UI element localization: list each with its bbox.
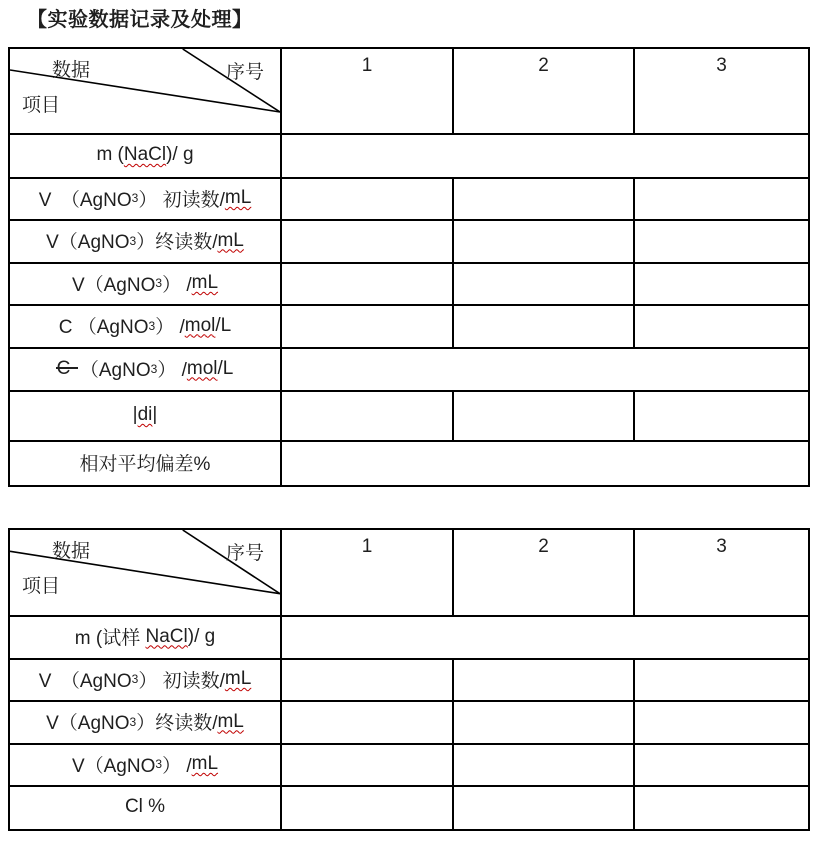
data-cell[interactable] bbox=[635, 787, 808, 829]
row-label bbox=[10, 221, 282, 262]
subscript: 3 bbox=[155, 276, 163, 290]
data-cell[interactable] bbox=[282, 617, 808, 658]
spellcheck-underlined-text: mL bbox=[224, 668, 252, 689]
spellcheck-underlined-text: mL bbox=[191, 272, 219, 293]
row-label bbox=[10, 660, 282, 700]
data-cell[interactable] bbox=[282, 264, 454, 304]
label-text: | bbox=[132, 404, 138, 425]
page-title: 【实验数据记录及处理】 bbox=[27, 9, 253, 31]
data-cell[interactable] bbox=[454, 306, 635, 347]
label-text: ）终读数/ bbox=[136, 713, 218, 734]
label-text: V （AgNO bbox=[38, 670, 132, 692]
label-text: V （AgNO bbox=[38, 189, 132, 211]
label-text: ） / bbox=[155, 317, 185, 338]
data-cell[interactable] bbox=[454, 702, 635, 743]
spellcheck-underlined-text: mL bbox=[217, 710, 244, 732]
data-cell[interactable] bbox=[282, 787, 454, 829]
data-cell[interactable] bbox=[282, 745, 454, 785]
label-text: ）终读数/ bbox=[136, 232, 218, 253]
row-label bbox=[10, 442, 282, 485]
data-cell[interactable] bbox=[282, 135, 808, 177]
row-label bbox=[10, 702, 282, 743]
data-cell[interactable] bbox=[635, 392, 808, 440]
label-text: /L bbox=[217, 357, 234, 379]
row-label bbox=[10, 264, 282, 304]
table-row bbox=[10, 219, 808, 262]
corner-label-data: 数据 bbox=[52, 60, 91, 81]
label-text: V（AgNO bbox=[71, 755, 156, 777]
table-row bbox=[10, 615, 808, 658]
data-cell[interactable] bbox=[635, 745, 808, 785]
data-cell[interactable] bbox=[454, 221, 635, 262]
data-cell[interactable] bbox=[454, 745, 635, 785]
column-header-3: 3 bbox=[716, 55, 727, 76]
label-text: )/ g bbox=[187, 625, 216, 647]
header-row bbox=[10, 49, 808, 133]
data-cell[interactable] bbox=[282, 702, 454, 743]
column-header-2: 2 bbox=[454, 49, 635, 133]
spellcheck-underlined-text: NaCl bbox=[123, 144, 167, 165]
data-cell[interactable] bbox=[282, 442, 808, 485]
subscript: 3 bbox=[150, 361, 158, 376]
data-cell[interactable] bbox=[282, 179, 454, 219]
spellcheck-underlined-text: NaCl bbox=[145, 625, 188, 647]
subscript: 3 bbox=[131, 191, 139, 205]
corner-label-serial: 序号 bbox=[225, 62, 264, 83]
data-cell[interactable] bbox=[635, 221, 808, 262]
data-cell[interactable] bbox=[635, 702, 808, 743]
data-cell[interactable] bbox=[635, 264, 808, 304]
label-text: C bbox=[56, 357, 71, 379]
label-text: C （AgNO bbox=[58, 317, 149, 338]
subscript: 3 bbox=[155, 757, 163, 771]
data-cell[interactable] bbox=[635, 179, 808, 219]
subscript: 3 bbox=[148, 318, 156, 333]
label-text: V（AgNO bbox=[46, 232, 130, 253]
data-cell[interactable] bbox=[454, 392, 635, 440]
spellcheck-underlined-text: mol bbox=[184, 314, 216, 336]
subscript: 3 bbox=[129, 714, 137, 729]
table-row bbox=[10, 347, 808, 390]
subscript: 3 bbox=[131, 672, 139, 686]
table-row bbox=[10, 785, 808, 829]
row-label bbox=[10, 787, 282, 829]
label-text: /L bbox=[215, 314, 232, 336]
data-cell[interactable] bbox=[454, 264, 635, 304]
table-row bbox=[10, 177, 808, 219]
label-text: m ( bbox=[96, 144, 124, 165]
corner-label-item: 项目 bbox=[22, 95, 61, 116]
spellcheck-underlined-text: di bbox=[137, 404, 153, 425]
label-text: | bbox=[152, 404, 158, 425]
label-text: ） 初读数/ bbox=[138, 189, 225, 211]
row-label bbox=[10, 135, 282, 177]
table-nacl-sample bbox=[8, 528, 810, 831]
subscript: 3 bbox=[129, 233, 137, 248]
table-row bbox=[10, 304, 808, 347]
row-label bbox=[10, 179, 282, 219]
column-header-1: 1 bbox=[282, 530, 454, 615]
column-header-1: 1 bbox=[282, 49, 454, 133]
spellcheck-underlined-text: mol bbox=[186, 357, 218, 379]
data-cell[interactable] bbox=[454, 179, 635, 219]
data-cell[interactable] bbox=[282, 392, 454, 440]
row-label bbox=[10, 306, 282, 347]
label-text: Cl % bbox=[124, 796, 166, 817]
table-row bbox=[10, 440, 808, 485]
data-cell[interactable] bbox=[635, 306, 808, 347]
corner-label-serial: 序号 bbox=[225, 543, 264, 564]
data-cell[interactable] bbox=[282, 349, 808, 390]
header-corner-cell bbox=[10, 530, 282, 615]
label-text: V（AgNO bbox=[46, 713, 130, 734]
row-label bbox=[10, 349, 282, 390]
data-cell[interactable] bbox=[282, 660, 454, 700]
label-text: ） / bbox=[162, 274, 192, 296]
label-text: m (试样 bbox=[74, 628, 146, 649]
label-text: ） 初读数/ bbox=[138, 670, 225, 692]
spellcheck-underlined-text: mL bbox=[217, 229, 244, 251]
data-cell[interactable] bbox=[454, 787, 635, 829]
row-label bbox=[10, 392, 282, 440]
header-corner-cell bbox=[10, 49, 282, 133]
label-text: V（AgNO bbox=[71, 274, 156, 296]
table-row bbox=[10, 743, 808, 785]
table-row bbox=[10, 133, 808, 177]
corner-label-data: 数据 bbox=[52, 541, 91, 562]
label-text: )/ g bbox=[166, 144, 194, 165]
data-cell[interactable] bbox=[635, 660, 808, 700]
table-row bbox=[10, 390, 808, 440]
column-header-3: 3 bbox=[716, 536, 727, 557]
table-row bbox=[10, 262, 808, 304]
row-label bbox=[10, 617, 282, 658]
data-cell[interactable] bbox=[282, 306, 454, 347]
table-row bbox=[10, 700, 808, 743]
label-text: （AgNO bbox=[70, 360, 151, 381]
spellcheck-underlined-text: mL bbox=[191, 753, 219, 774]
data-cell[interactable] bbox=[454, 660, 635, 700]
table-nacl-standard bbox=[8, 47, 810, 487]
spellcheck-underlined-text: mL bbox=[224, 187, 252, 208]
data-cell[interactable] bbox=[282, 221, 454, 262]
table-row bbox=[10, 658, 808, 700]
label-text: 相对平均偏差% bbox=[79, 454, 211, 475]
column-header-2: 2 bbox=[454, 530, 635, 615]
corner-label-item: 项目 bbox=[22, 576, 61, 597]
row-label bbox=[10, 745, 282, 785]
header-row bbox=[10, 530, 808, 615]
label-text: ） / bbox=[162, 755, 192, 777]
label-text: ） / bbox=[157, 360, 187, 381]
